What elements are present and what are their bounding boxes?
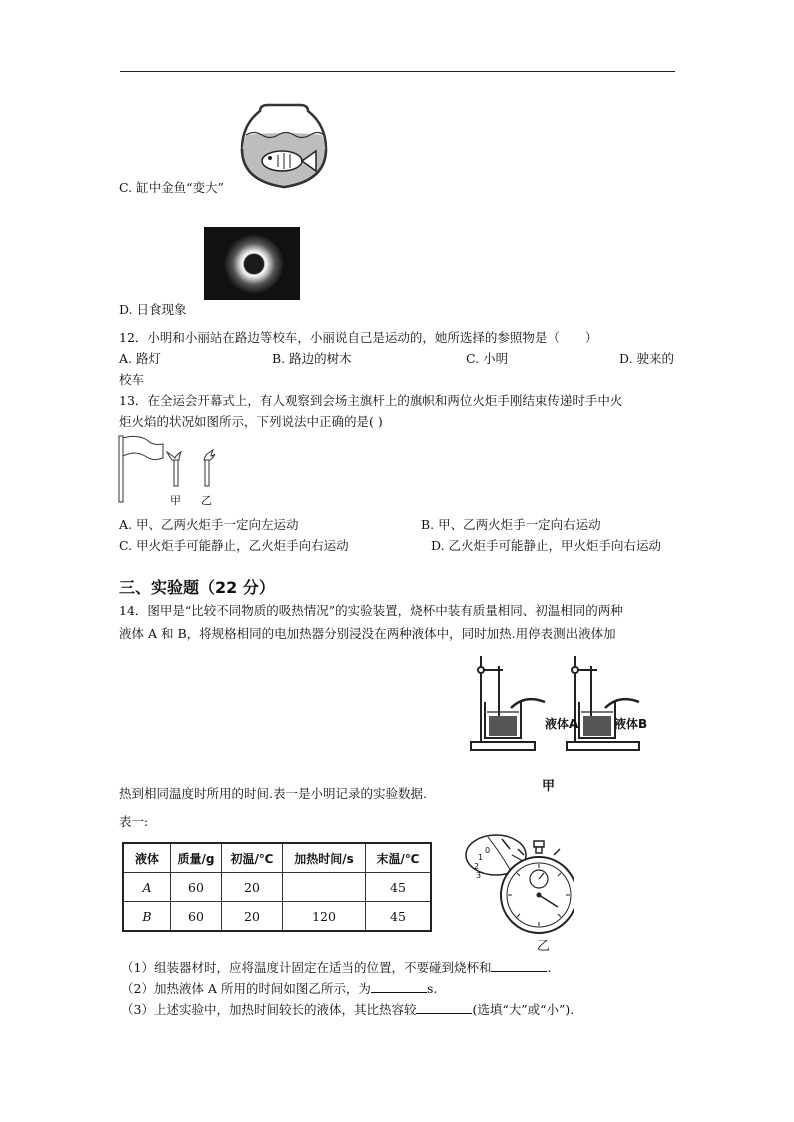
table-cell: 60 [171,873,222,902]
q12-option-d: D. 驶来的 [619,351,675,366]
table-header: 初温/℃ [222,843,283,873]
stopwatch-mark: 2 [474,862,480,871]
table-header: 末温/℃ [366,843,432,873]
q14-stem-line2: 液体 A 和 B，将规格相同的电加热器分别浸没在两种液体中，同时加热.用停表测出液体加 [119,626,616,641]
option-d-label: D. 日食现象 [119,302,187,317]
stopwatch-mark: 1 [478,853,484,862]
fig-caption-yi: 乙 [537,939,551,954]
fishbowl-figure [238,103,330,189]
answer-blank[interactable] [371,980,427,993]
table-cell [283,873,366,902]
table-header-row [123,843,431,873]
q13-option-b: B. 甲、乙两火炬手一定向右运动 [421,517,601,532]
table-header: 加热时间/s [283,843,366,873]
fig-caption-jia: 甲 [542,779,556,794]
option-c-label: C. 缸中金鱼“变大” [119,180,224,195]
table-cell: 45 [366,902,432,932]
table-cell: 20 [222,873,283,902]
table-cell: 120 [283,902,366,932]
q13-option-a: A. 甲、乙两火炬手一定向左运动 [119,517,299,532]
stopwatch-mark: 0 [485,846,491,855]
table-header: 液体 [123,843,171,873]
q13-stem-line1: 13．在全运会开幕式上，有人观察到会场主旗杆上的旗帜和两位火炬手刚结束传递时手中火 [119,393,623,408]
table-cell: 20 [222,902,283,932]
q13-option-d: D. 乙火炬手可能静止，甲火炬手向右运动 [431,538,662,553]
stopwatch-mark: 3 [476,871,482,880]
q12-option-a: A. 路灯 [119,351,161,366]
header-rule [120,71,675,72]
q14-sub1: （1）组装器材时，应将温度计固定在适当的位置，不要碰到烧杯和 . [121,960,552,975]
fig-label-liquid-a: 液体A [545,717,579,731]
q14-stem-line1: 14．图甲是“比较不同物质的吸热情况”的实验装置，烧杯中装有质量相同、初温相同的两种 [119,603,623,618]
q12-option-b: B. 路边的树木 [272,351,352,366]
answer-blank[interactable] [416,1001,472,1014]
table-header: 质量/g [171,843,222,873]
table-cell: B [123,902,171,932]
fig-label-yi: 乙 [201,494,212,507]
q14-stem-line3: 热到相同温度时所用的时间.表一是小明记录的实验数据. [119,786,427,801]
table-cell: 45 [366,873,432,902]
data-table [122,842,432,932]
table-cell: A [123,873,171,902]
table-row [123,902,431,932]
q14-sub3: （3）上述实验中，加热时间较长的液体，其比热容较 (选填“大”或“小”). [121,1002,575,1017]
eclipse-figure [204,227,300,300]
q12-option-c: C. 小明 [466,351,509,366]
fig-label-jia: 甲 [170,494,181,507]
table-row [123,873,431,902]
q14-sub2: （2）加热液体 A 所用的时间如图乙所示，为 s. [121,981,438,996]
table-cell: 60 [171,902,222,932]
stopwatch-figure [462,833,574,939]
q12-option-d-continued: 校车 [119,372,145,387]
section-title: 三、实验题（22 分） [119,578,275,597]
q13-option-c: C. 甲火炬手可能静止，乙火炬手向右运动 [119,538,349,553]
answer-blank[interactable] [491,959,547,972]
heating-apparatus-figure [463,650,668,760]
fig-label-liquid-b: 液体B [614,717,648,731]
q13-stem-line2: 炬火焰的状况如图所示，下列说法中正确的是( ) [119,414,383,429]
q12-stem: 12．小明和小丽站在路边等校车，小丽说自己是运动的，她所选择的参照物是（ ） [119,330,598,345]
table-caption: 表一: [119,814,149,829]
